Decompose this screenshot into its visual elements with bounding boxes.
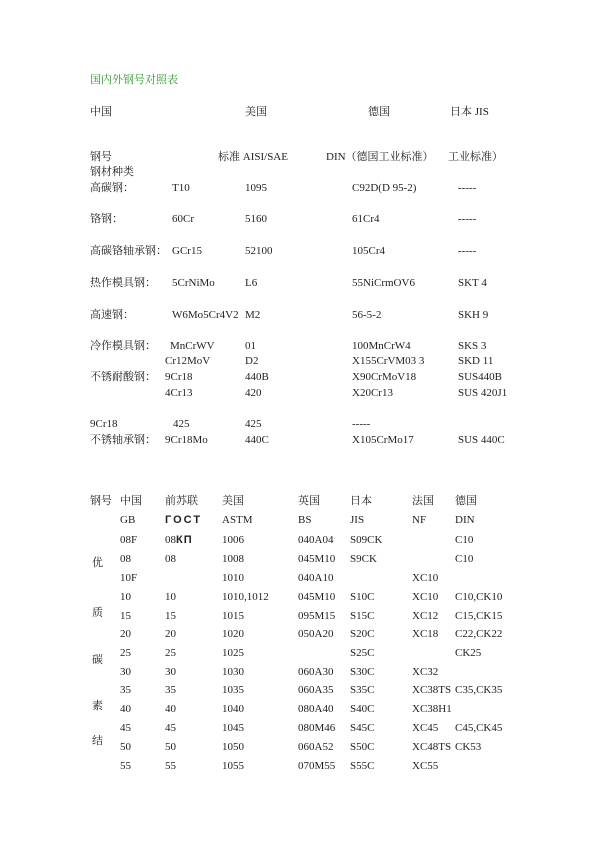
t1-germany: ----- <box>352 418 371 430</box>
t1-china: GCr15 <box>172 245 202 257</box>
t2-soviet <box>165 534 193 546</box>
t1-japan: SKD 11 <box>458 355 494 367</box>
t2-china: 10 <box>120 591 131 603</box>
t1-usa: 1095 <box>245 182 267 194</box>
t2-uk: 095M15 <box>298 610 336 622</box>
t2-germany: C10 <box>455 553 474 565</box>
t1-china: 5CrNiMo <box>172 277 215 289</box>
t2-soviet: 20 <box>165 628 176 640</box>
t2-usa: 1015 <box>222 610 244 622</box>
table-row <box>0 572 600 584</box>
table-row <box>0 741 600 753</box>
t2-china: 55 <box>120 760 131 772</box>
t1-germany: 56-5-2 <box>352 309 382 321</box>
t2-usa: 1010,1012 <box>222 591 269 603</box>
t1-usa: 440C <box>245 434 269 446</box>
t1-germany: C92D(D 95-2) <box>352 182 417 194</box>
t1-germany: 55NiCrmOV6 <box>352 277 415 289</box>
t1-country-header <box>0 106 600 118</box>
t2-china: 15 <box>120 610 131 622</box>
t2-uk: 050A20 <box>298 628 334 640</box>
t1-category: 高速钢： <box>90 309 134 321</box>
t1-usa: 52100 <box>245 245 273 257</box>
t2-category-char: 碳 <box>92 654 103 666</box>
t2-header-china: 中国 <box>120 495 142 507</box>
t2-usa: 1010 <box>222 572 244 584</box>
t2-uk: 060A30 <box>298 666 334 678</box>
t2-japan: S35C <box>350 684 375 696</box>
t2-china: 10F <box>120 572 138 584</box>
table-row <box>0 553 600 565</box>
t2-std-germany: DIN <box>455 514 475 526</box>
t1-category: 高碳铬轴承钢： <box>90 245 167 257</box>
t2-uk: 040A04 <box>298 534 334 546</box>
t2-france: XC10 <box>412 572 439 584</box>
t2-standard-header <box>0 514 600 526</box>
table-row <box>0 684 600 696</box>
table-row <box>0 647 600 659</box>
t2-germany: C35,CK35 <box>455 684 503 696</box>
t1-japan: SUS 440C <box>458 434 505 446</box>
t2-germany: C22,CK22 <box>455 628 503 640</box>
t2-germany: CK53 <box>455 741 482 753</box>
t1-japan: ----- <box>458 245 477 257</box>
table-row <box>0 610 600 622</box>
t2-china: 08F <box>120 534 138 546</box>
t1-category: 高碳钢： <box>90 182 134 194</box>
t2-france: XC55 <box>412 760 439 772</box>
table-row <box>0 628 600 640</box>
t2-china: 50 <box>120 741 131 753</box>
t2-category-char: 结 <box>92 735 103 747</box>
t2-header-grade: 钢号 <box>90 495 112 507</box>
t2-japan: S25C <box>350 647 375 659</box>
t2-uk: 060A52 <box>298 741 334 753</box>
t1-china: T10 <box>172 182 190 194</box>
table-row <box>0 722 600 734</box>
t2-std-usa: ASTM <box>222 514 253 526</box>
t2-std-japan: JIS <box>350 514 365 526</box>
t2-soviet: 35 <box>165 684 176 696</box>
t1-std-germany: DIN（德国工业标准） <box>326 151 434 163</box>
t1-category: 铬钢： <box>90 213 123 225</box>
t2-germany: C15,CK15 <box>455 610 503 622</box>
t2-category-char: 优 <box>92 557 103 569</box>
t2-header-soviet: 前苏联 <box>165 495 198 507</box>
t1-usa: L6 <box>245 277 258 289</box>
t2-france: XC18 <box>412 628 439 640</box>
t2-soviet: 08 <box>165 553 176 565</box>
table-row <box>0 213 600 225</box>
t1-japan: SUS 420J1 <box>458 387 508 399</box>
t1-header-germany: 德国 <box>368 106 390 118</box>
t1-category: 冷作模具钢： <box>90 340 156 352</box>
t1-header-usa: 美国 <box>245 106 267 118</box>
t2-soviet: 50 <box>165 741 176 753</box>
t2-japan: S40C <box>350 703 375 715</box>
t2-japan: S10C <box>350 591 375 603</box>
t2-uk: 080A40 <box>298 703 334 715</box>
t2-japan: S20C <box>350 628 375 640</box>
t2-china: 20 <box>120 628 131 640</box>
table-row <box>0 387 600 399</box>
t2-country-header <box>0 495 600 507</box>
t2-header-usa: 美国 <box>222 495 244 507</box>
t2-usa: 1045 <box>222 722 244 734</box>
t1-china: MnCrWV <box>170 340 215 352</box>
t2-header-japan: 日本 <box>350 495 372 507</box>
table-row <box>0 245 600 257</box>
t2-japan: S45C <box>350 722 375 734</box>
t2-uk: 045M10 <box>298 591 336 603</box>
t2-std-soviet: ГОСТ <box>165 514 203 526</box>
t2-std-uk: BS <box>298 514 312 526</box>
t2-france: XC38H1 <box>412 703 452 715</box>
t1-germany: 61Cr4 <box>352 213 380 225</box>
t2-japan: S09CK <box>350 534 383 546</box>
t1-japan: SUS440B <box>458 371 503 383</box>
t2-usa: 1050 <box>222 741 244 753</box>
table-row <box>0 340 600 352</box>
t1-japan: SKS 3 <box>458 340 487 352</box>
t1-germany: X90CrMoV18 <box>352 371 417 383</box>
table-row <box>0 277 600 289</box>
t2-usa: 1020 <box>222 628 244 640</box>
table-row <box>0 371 600 383</box>
t2-header-france: 法国 <box>412 495 434 507</box>
t2-soviet-suffix: КП <box>176 534 193 546</box>
t1-japan: SKT 4 <box>458 277 487 289</box>
t2-usa: 1008 <box>222 553 244 565</box>
t2-soviet: 10 <box>165 591 176 603</box>
t2-germany: C10 <box>455 534 474 546</box>
table-row <box>0 434 600 446</box>
t2-uk: 080M46 <box>298 722 336 734</box>
t2-japan: S15C <box>350 610 375 622</box>
t1-category: 热作模具钢： <box>90 277 156 289</box>
t1-germany: X105CrMo17 <box>352 434 414 446</box>
t2-usa: 1025 <box>222 647 244 659</box>
t2-category-char: 素 <box>92 700 103 712</box>
table-row <box>0 418 600 430</box>
t2-france: XC12 <box>412 610 439 622</box>
t2-header-germany: 德国 <box>455 495 477 507</box>
t2-germany: C45,CK45 <box>455 722 503 734</box>
t1-usa: D2 <box>245 355 259 367</box>
table-row <box>0 760 600 772</box>
t1-germany: X155CrVM03 3 <box>352 355 425 367</box>
t1-china: 60Cr <box>172 213 194 225</box>
t1-category: 不锈耐酸钢： <box>90 371 156 383</box>
t2-soviet: 40 <box>165 703 176 715</box>
t2-uk: 070M55 <box>298 760 336 772</box>
table-row <box>0 666 600 678</box>
t1-china: 4Cr13 <box>165 387 193 399</box>
t2-uk: 040A10 <box>298 572 334 584</box>
t1-usa: M2 <box>245 309 261 321</box>
t1-usa: 5160 <box>245 213 267 225</box>
t2-soviet: 25 <box>165 647 176 659</box>
t1-japan: ----- <box>458 213 477 225</box>
t1-china: 9Cr18 <box>165 371 193 383</box>
t1-germany: X20Cr13 <box>352 387 393 399</box>
t1-category: 不锈轴承钢： <box>90 434 156 446</box>
t2-germany: CK25 <box>455 647 482 659</box>
t1-standard-header <box>0 151 600 163</box>
t1-usa: 420 <box>245 387 262 399</box>
t2-usa: 1006 <box>222 534 244 546</box>
t2-category-char: 质 <box>92 607 103 619</box>
t2-soviet-prefix: 08 <box>165 534 176 546</box>
t2-usa: 1035 <box>222 684 244 696</box>
t2-std-france: NF <box>412 514 427 526</box>
table-row <box>0 182 600 194</box>
t2-japan: S9CK <box>350 553 377 565</box>
t1-usa: 425 <box>245 418 262 430</box>
t2-china: 30 <box>120 666 131 678</box>
t2-uk: 045M10 <box>298 553 336 565</box>
t2-france: XC48TS <box>412 741 452 753</box>
t1-usa: 01 <box>245 340 256 352</box>
t2-france: XC45 <box>412 722 439 734</box>
t2-china: 35 <box>120 684 131 696</box>
t2-china: 45 <box>120 722 131 734</box>
t1-category-label: 钢材种类 <box>90 166 134 178</box>
t1-category: 9Cr18 <box>90 418 118 430</box>
t1-germany: 100MnCrW4 <box>352 340 411 352</box>
t1-header-japan: 日本 JIS <box>450 106 489 118</box>
table-row <box>0 355 600 367</box>
t2-japan: S30C <box>350 666 375 678</box>
t1-std-grade: 钢号 <box>90 151 112 163</box>
t1-china: Cr12MoV <box>165 355 211 367</box>
t2-france: XC10 <box>412 591 439 603</box>
t2-china: 08 <box>120 553 131 565</box>
t2-japan: S55C <box>350 760 375 772</box>
t2-soviet: 55 <box>165 760 176 772</box>
t2-china: 25 <box>120 647 131 659</box>
t2-header-uk: 英国 <box>298 495 320 507</box>
t2-germany: C10,CK10 <box>455 591 503 603</box>
t1-std-japan: 工业标准） <box>448 151 503 163</box>
t2-usa: 1030 <box>222 666 244 678</box>
t2-std-china: GB <box>120 514 136 526</box>
t2-soviet: 45 <box>165 722 176 734</box>
table-row <box>0 591 600 603</box>
t1-japan: ----- <box>458 182 477 194</box>
t1-usa: 440B <box>245 371 269 383</box>
table-row <box>0 703 600 715</box>
t1-header-china: 中国 <box>90 106 112 118</box>
t2-china: 40 <box>120 703 131 715</box>
t1-china: W6Mo5Cr4V2 <box>172 309 239 321</box>
table-row <box>0 534 600 546</box>
t2-france: XC32 <box>412 666 439 678</box>
t1-china: 425 <box>173 418 190 430</box>
t1-japan: SKH 9 <box>458 309 489 321</box>
t1-china: 9Cr18Mo <box>165 434 208 446</box>
t2-uk: 060A35 <box>298 684 334 696</box>
page-title: 国内外钢号对照表 <box>90 74 178 86</box>
t2-soviet: 15 <box>165 610 176 622</box>
t1-std-usa: 标准 AISI/SAE <box>218 151 288 163</box>
t2-france: XC38TS <box>412 684 452 696</box>
t2-japan: S50C <box>350 741 375 753</box>
t1-germany: 105Cr4 <box>352 245 385 257</box>
t2-usa: 1040 <box>222 703 244 715</box>
t2-usa: 1055 <box>222 760 244 772</box>
table-row <box>0 309 600 321</box>
t2-soviet: 30 <box>165 666 176 678</box>
